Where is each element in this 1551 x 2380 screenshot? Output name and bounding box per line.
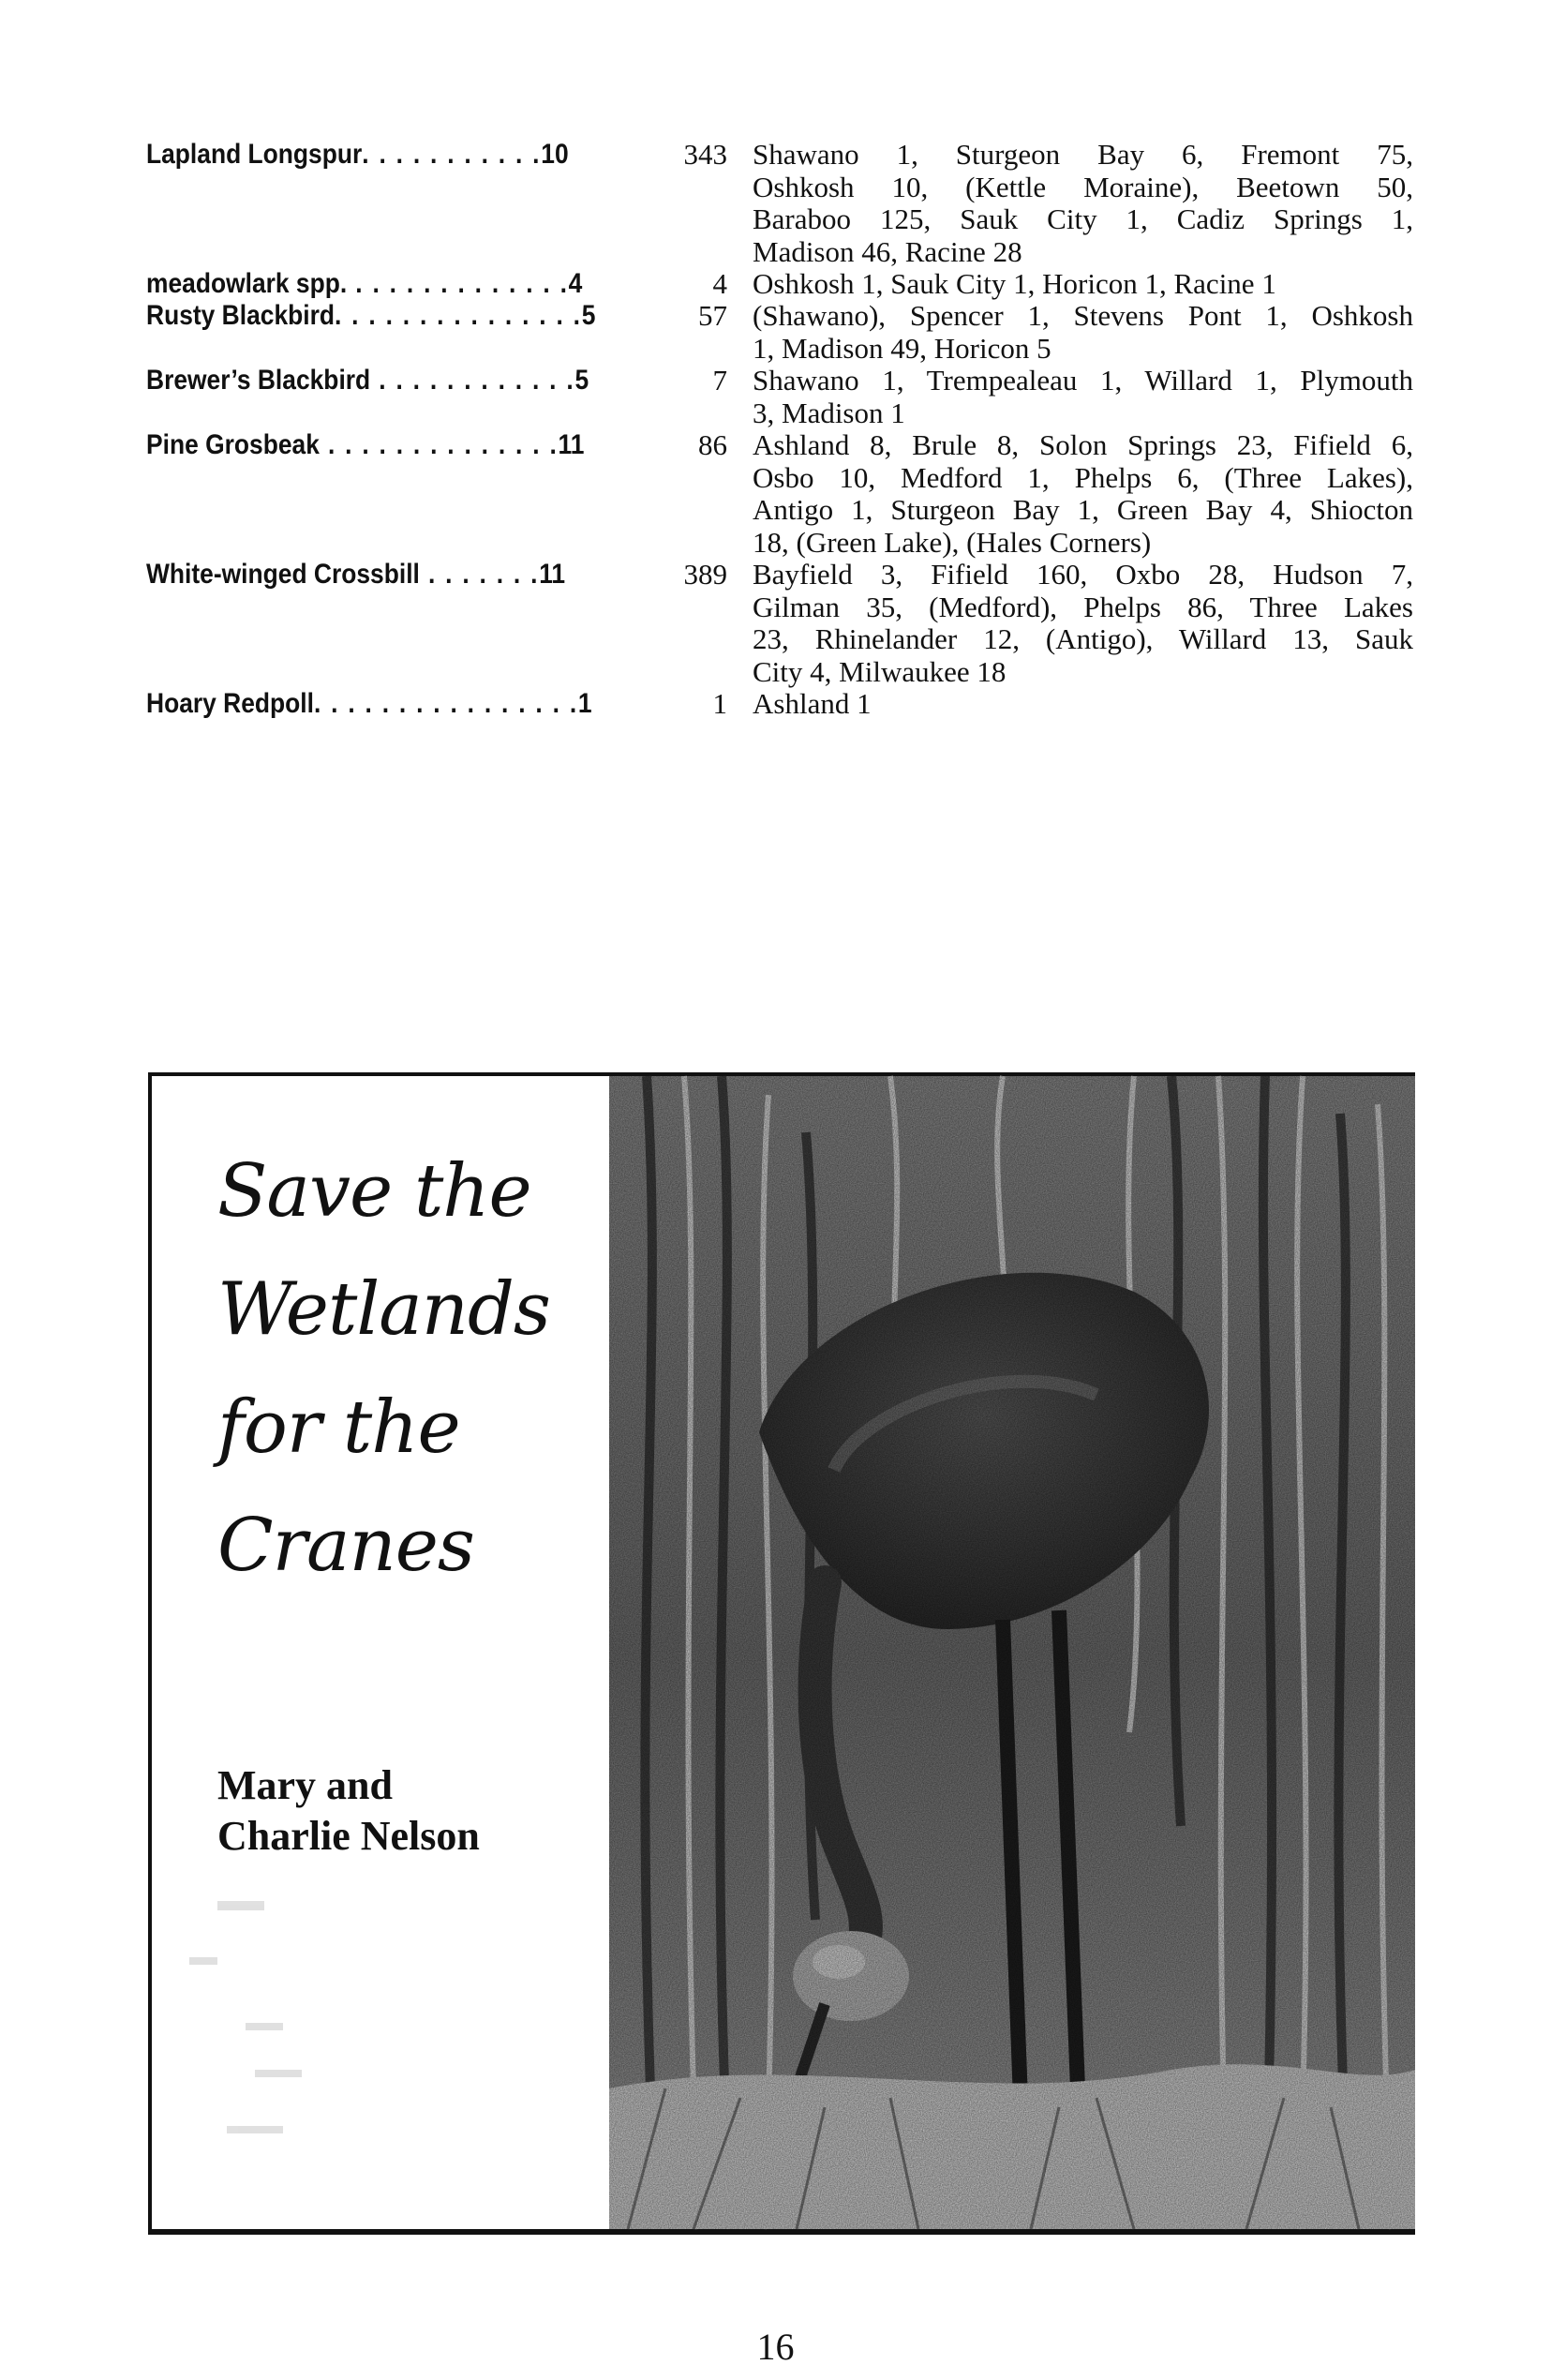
location-line: Oshkosh 10, (Kettle Moraine), Beetown 50, [753,170,1413,203]
species-count: 4 [568,268,583,299]
species-name: Pine Grosbeak [146,429,320,460]
species-count: 10 [541,139,569,170]
species-cell [146,688,592,720]
species-count: 5 [574,365,589,396]
author-line: Charlie Nelson [217,1813,480,1859]
species-total: 57 [698,299,727,332]
location-line: 18, (Green Lake), (Hales Corners) [753,525,1152,559]
location-list [753,688,1413,721]
location-list [753,139,1413,268]
location-line: Bayfield 3, Fifield 160, Oxbo 28, Hudson 7, [753,558,1413,591]
location-line: Ashland 1 [753,687,872,720]
species-name: Rusty Blackbird [146,300,335,331]
species-count: 11 [558,429,585,460]
location-line: Antigo 1, Sturgeon Bay 1, Green Bay 4, Shiocton [753,493,1413,526]
species-cell [146,300,596,332]
title-line: for the [217,1385,460,1470]
page-number: 16 [756,2326,795,2368]
location-line: Shawano 1, Trempealeau 1, Willard 1, Plymouth [753,364,1413,397]
leader-dots: . . . . . . . . . . . . . . [319,429,559,460]
leader-dots: . . . . . . . . . . . . . . . [334,300,582,331]
species-count: 1 [577,688,592,719]
location-list [753,300,1413,365]
location-list [753,365,1413,429]
location-line: (Shawano), Spencer 1, Stevens Pont 1, Oshkosh [753,299,1413,332]
location-list [753,429,1413,559]
location-line: 23, Rhinelander 12, (Antigo), Willard 13, Sauk [753,622,1413,655]
title-line: Save the [217,1149,531,1234]
location-line: Oshkosh 1, Sauk City 1, Horicon 1, Racine 1 [753,267,1276,300]
leader-dots: . . . . . . . . . . . . . . . . [313,688,578,719]
species-cell [146,429,585,461]
species-total: 389 [683,558,727,591]
species-name: meadowlark spp. [146,268,348,299]
feature-author [217,1760,480,1862]
species-cell [146,139,569,171]
location-list [753,559,1413,688]
location-line: Gilman 35, (Medford), Phelps 86, Three Lakes [753,590,1413,623]
species-total: 4 [712,267,727,300]
species-total: 343 [683,138,727,171]
species-total: 86 [698,428,727,461]
species-cell [146,268,583,300]
title-line: Cranes [217,1504,474,1588]
author-line: Mary and [217,1762,393,1808]
leader-dots: . . . . . . . . . . . [362,139,542,170]
species-name: Brewer’s Blackbird [146,365,371,396]
leader-dots: . . . . . . . . . . . . . [347,268,569,299]
species-total: 7 [712,364,727,397]
feature-box [148,1072,1415,2235]
species-name: Hoary Redpoll [146,688,314,719]
location-line: 3, Madison 1 [753,396,905,429]
leader-dots: . . . . . . . . . . . . [370,365,575,396]
location-line: Ashland 8, Brule 8, Solon Springs 23, Fifield 6, [753,428,1413,461]
species-cell [146,559,566,591]
title-line: Wetlands [217,1267,550,1352]
location-list [753,268,1413,301]
location-line: Madison 46, Racine 28 [753,234,1022,268]
location-line: Shawano 1, Sturgeon Bay 6, Fremont 75, [753,138,1413,171]
leader-dots: . . . . . . . [419,559,540,590]
species-count: 5 [581,300,596,331]
location-line: 1, Madison 49, Horicon 5 [753,331,1051,365]
species-cell [146,365,589,397]
location-line: City 4, Milwaukee 18 [753,654,1007,688]
location-line: Osbo 10, Medford 1, Phelps 6, (Three Lakes), [753,460,1413,494]
species-count: 11 [539,559,566,590]
species-name: White-winged Crossbill [146,559,420,590]
location-line: Baraboo 125, Sauk City 1, Cadiz Springs 1, [753,202,1413,235]
bleed-through-smudge [161,1882,367,2145]
species-name: Lapland Longspur [146,139,363,170]
species-total: 1 [712,687,727,720]
sandhill-crane-photo [609,1076,1415,2229]
